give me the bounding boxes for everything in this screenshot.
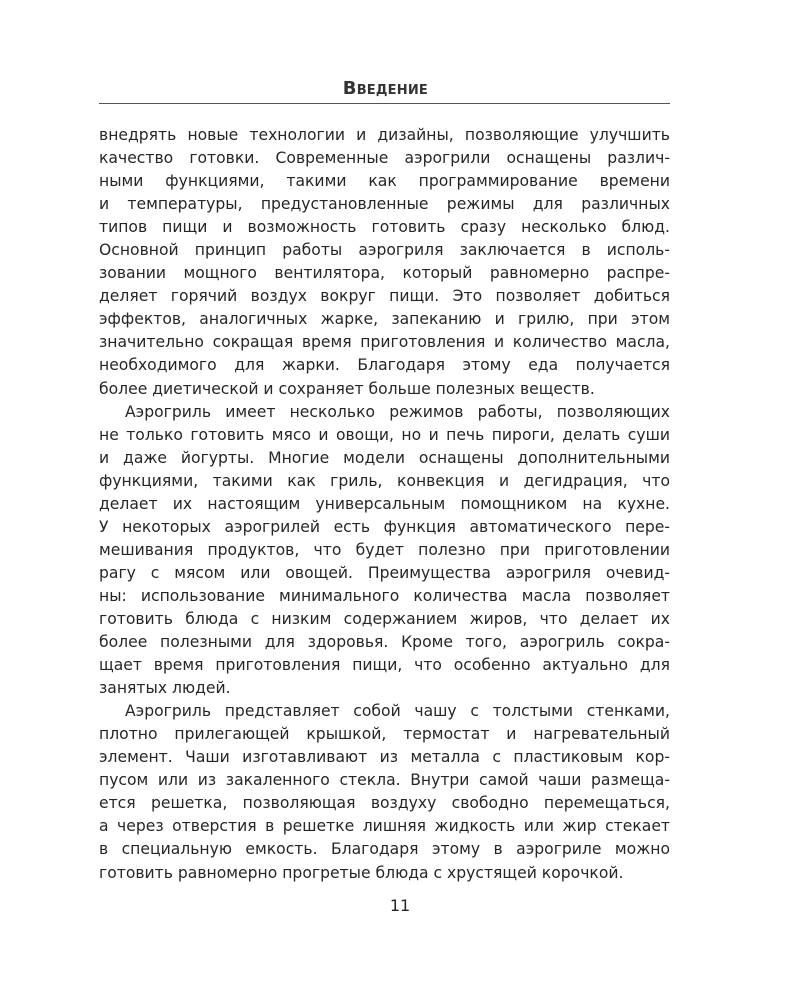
text-line: готовить равномерно прогретые блюда с хрустящей корочкой. [99, 863, 624, 882]
text-line: не только готовить мясо и овощи, но и печь пироги, делать суши [99, 425, 670, 444]
text-line: в специальную емкость. Благодаря этому в аэрогриле можно [99, 840, 670, 859]
paragraph [99, 700, 670, 884]
text-line: качество готовки. Современные аэрогрили оснащены различ- [99, 149, 670, 168]
paragraph [99, 124, 670, 401]
text-line: Аэрогриль имеет несколько режимов работы, позволяющих [125, 402, 670, 421]
running-title: Введение [342, 78, 428, 99]
text-line: готовить блюда с низким содержанием жиров, что делает их [99, 609, 670, 628]
text-line: а через отверстия в решетке лишняя жидкость или жир стекает [99, 817, 670, 836]
text-line: и даже йогурты. Многие модели оснащены дополнительными [99, 448, 670, 467]
text-line: пусом или из закаленного стекла. Внутри самой чаши размеща- [99, 771, 670, 790]
text-line: рагу с мясом или овощей. Преимущества аэрогриля очевид- [99, 563, 670, 582]
text-line: Аэрогриль представляет собой чашу с толстыми стенками, [125, 702, 670, 721]
text-line: элемент. Чаши изготавливают из металла с пластиковым кор- [99, 748, 670, 767]
body-text [99, 124, 670, 885]
text-line: ными функциями, такими как программирование времени [99, 172, 670, 191]
paragraph [99, 401, 670, 701]
text-line: необходимого для жарки. Благодаря этому еда получается [99, 356, 670, 375]
text-line: внедрять новые технологии и дизайны, позволяющие улучшить [99, 126, 670, 144]
text-line: эффектов, аналогичных жарке, запеканию и грилю, при этом [99, 310, 670, 329]
text-line: более полезными для здоровья. Кроме того, аэрогриль сокра- [99, 633, 670, 652]
text-line: ны: использование минимального количества масла позволяет [99, 586, 670, 605]
text-line: функциями, такими как гриль, конвекция и дегидрация, что [99, 471, 670, 490]
text-line: типов пищи и возможность готовить сразу несколько блюд. [99, 218, 670, 237]
text-line: У некоторых аэрогрилей есть функция автоматического пере- [99, 517, 670, 536]
text-line: деляет горячий воздух вокруг пищи. Это позволяет добиться [99, 287, 670, 306]
text-line: и температуры, предустановленные режимы для различных [99, 195, 670, 214]
text-line: мешивания продуктов, что будет полезно при приготовлении [99, 540, 670, 559]
text-line: делает их настоящим универсальным помощником на кухне. [99, 494, 670, 513]
text-line: более диетической и сохраняет больше полезных веществ. [99, 379, 595, 398]
page-number: 11 [389, 896, 411, 915]
text-line: зовании мощного вентилятора, который равномерно распре- [99, 264, 670, 283]
text-line: занятых людей. [99, 679, 231, 698]
text-line: плотно прилегающей крышкой, термостат и нагревательный [99, 725, 670, 744]
text-line: Основной принцип работы аэрогриля заключается в исполь- [99, 241, 670, 260]
running-head [99, 76, 670, 104]
text-line: значительно сокращая время приготовления и количество масла, [99, 333, 670, 352]
text-line: щает время приготовления пищи, что особенно актуально для [99, 656, 670, 675]
text-line: ется решетка, позволяющая воздуху свободно перемещаться, [99, 794, 670, 813]
